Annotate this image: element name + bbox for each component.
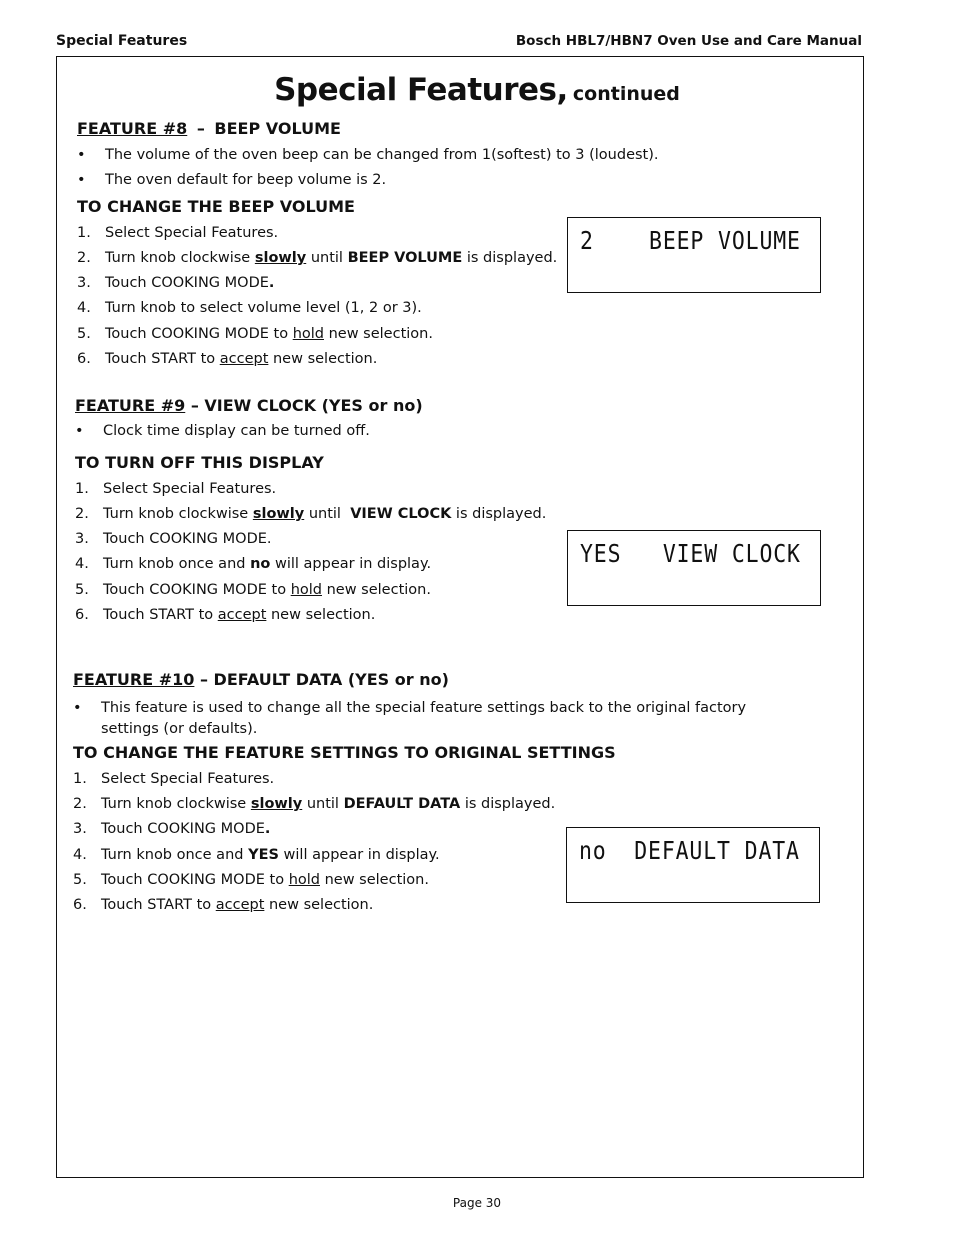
feature9-subheading: TO TURN OFF THIS DISPLAY (75, 453, 324, 472)
display-text: YES VIEW CLOCK (580, 539, 801, 568)
page-title-suffix: continued (572, 83, 680, 105)
display-text: no DEFAULT DATA (579, 836, 800, 865)
step-item: 4. Turn knob once and no will appear in display. (75, 556, 432, 572)
step-item: 6. Touch START to accept new selection. (75, 607, 376, 623)
page-title-main: Special Features, (274, 72, 568, 108)
step-item: 2. Turn knob clockwise slowly until DEFAULT DATA is displayed. (73, 796, 556, 812)
step-item: 4. Turn knob once and YES will appear in display. (73, 847, 440, 863)
step-item: 1. Select Special Features. (77, 225, 279, 241)
step-item: 5. Touch COOKING MODE to hold new selection. (77, 326, 433, 342)
feature8-subheading: TO CHANGE THE BEEP VOLUME (77, 197, 355, 216)
step-item: 5. Touch COOKING MODE to hold new selection. (75, 582, 431, 598)
list-item: • The oven default for beep volume is 2. (77, 172, 387, 188)
page-title (0, 72, 954, 108)
list-item: • Clock time display can be turned off. (75, 423, 370, 439)
feature10-name: – DEFAULT DATA (YES or no) (194, 670, 449, 689)
list-item: • The volume of the oven beep can be changed from 1(softest) to 3 (loudest). (77, 147, 659, 163)
feature9-heading (75, 396, 423, 415)
step-item: 1. Select Special Features. (73, 771, 275, 787)
feature8-name: BEEP VOLUME (214, 119, 341, 138)
feature8-label: FEATURE #8 (77, 119, 188, 138)
beep-volume-display (567, 217, 821, 293)
step-item: 4. Turn knob to select volume level (1, 2 or 3). (77, 300, 422, 316)
step-item: 2. Turn knob clockwise slowly until BEEP VOLUME is displayed. (77, 250, 558, 266)
feature10-heading (73, 670, 449, 689)
step-item: 6. Touch START to accept new selection. (73, 897, 374, 913)
feature10-subheading: TO CHANGE THE FEATURE SETTINGS TO ORIGINAL SETTINGS (73, 743, 616, 762)
list-item: • This feature is used to change all the special feature settings back to the original factory settings (or defaults). (73, 700, 747, 737)
step-item: 3. Touch COOKING MODE. (73, 821, 271, 837)
running-header-section: Special Features (56, 33, 188, 49)
feature10-label: FEATURE #10 (73, 670, 195, 689)
step-item: 3. Touch COOKING MODE. (75, 531, 272, 547)
view-clock-display (567, 530, 821, 606)
feature9-name: – VIEW CLOCK (YES or no) (185, 396, 423, 415)
step-item: 1. Select Special Features. (75, 481, 277, 497)
step-item: 3. Touch COOKING MODE. (77, 275, 275, 291)
feature8-separator: – (196, 119, 205, 138)
step-item: 2. Turn knob clockwise slowly until VIEW CLOCK is displayed. (75, 506, 547, 522)
display-text: 2 BEEP VOLUME (580, 226, 801, 255)
step-item: 5. Touch COOKING MODE to hold new selection. (73, 872, 429, 888)
page-number: Page 30 (452, 1196, 502, 1210)
feature8-heading (77, 119, 341, 138)
default-data-display (566, 827, 820, 903)
running-header-manual: Bosch HBL7/HBN7 Oven Use and Care Manual (515, 33, 862, 49)
step-item: 6. Touch START to accept new selection. (77, 351, 378, 367)
feature9-label: FEATURE #9 (75, 396, 186, 415)
